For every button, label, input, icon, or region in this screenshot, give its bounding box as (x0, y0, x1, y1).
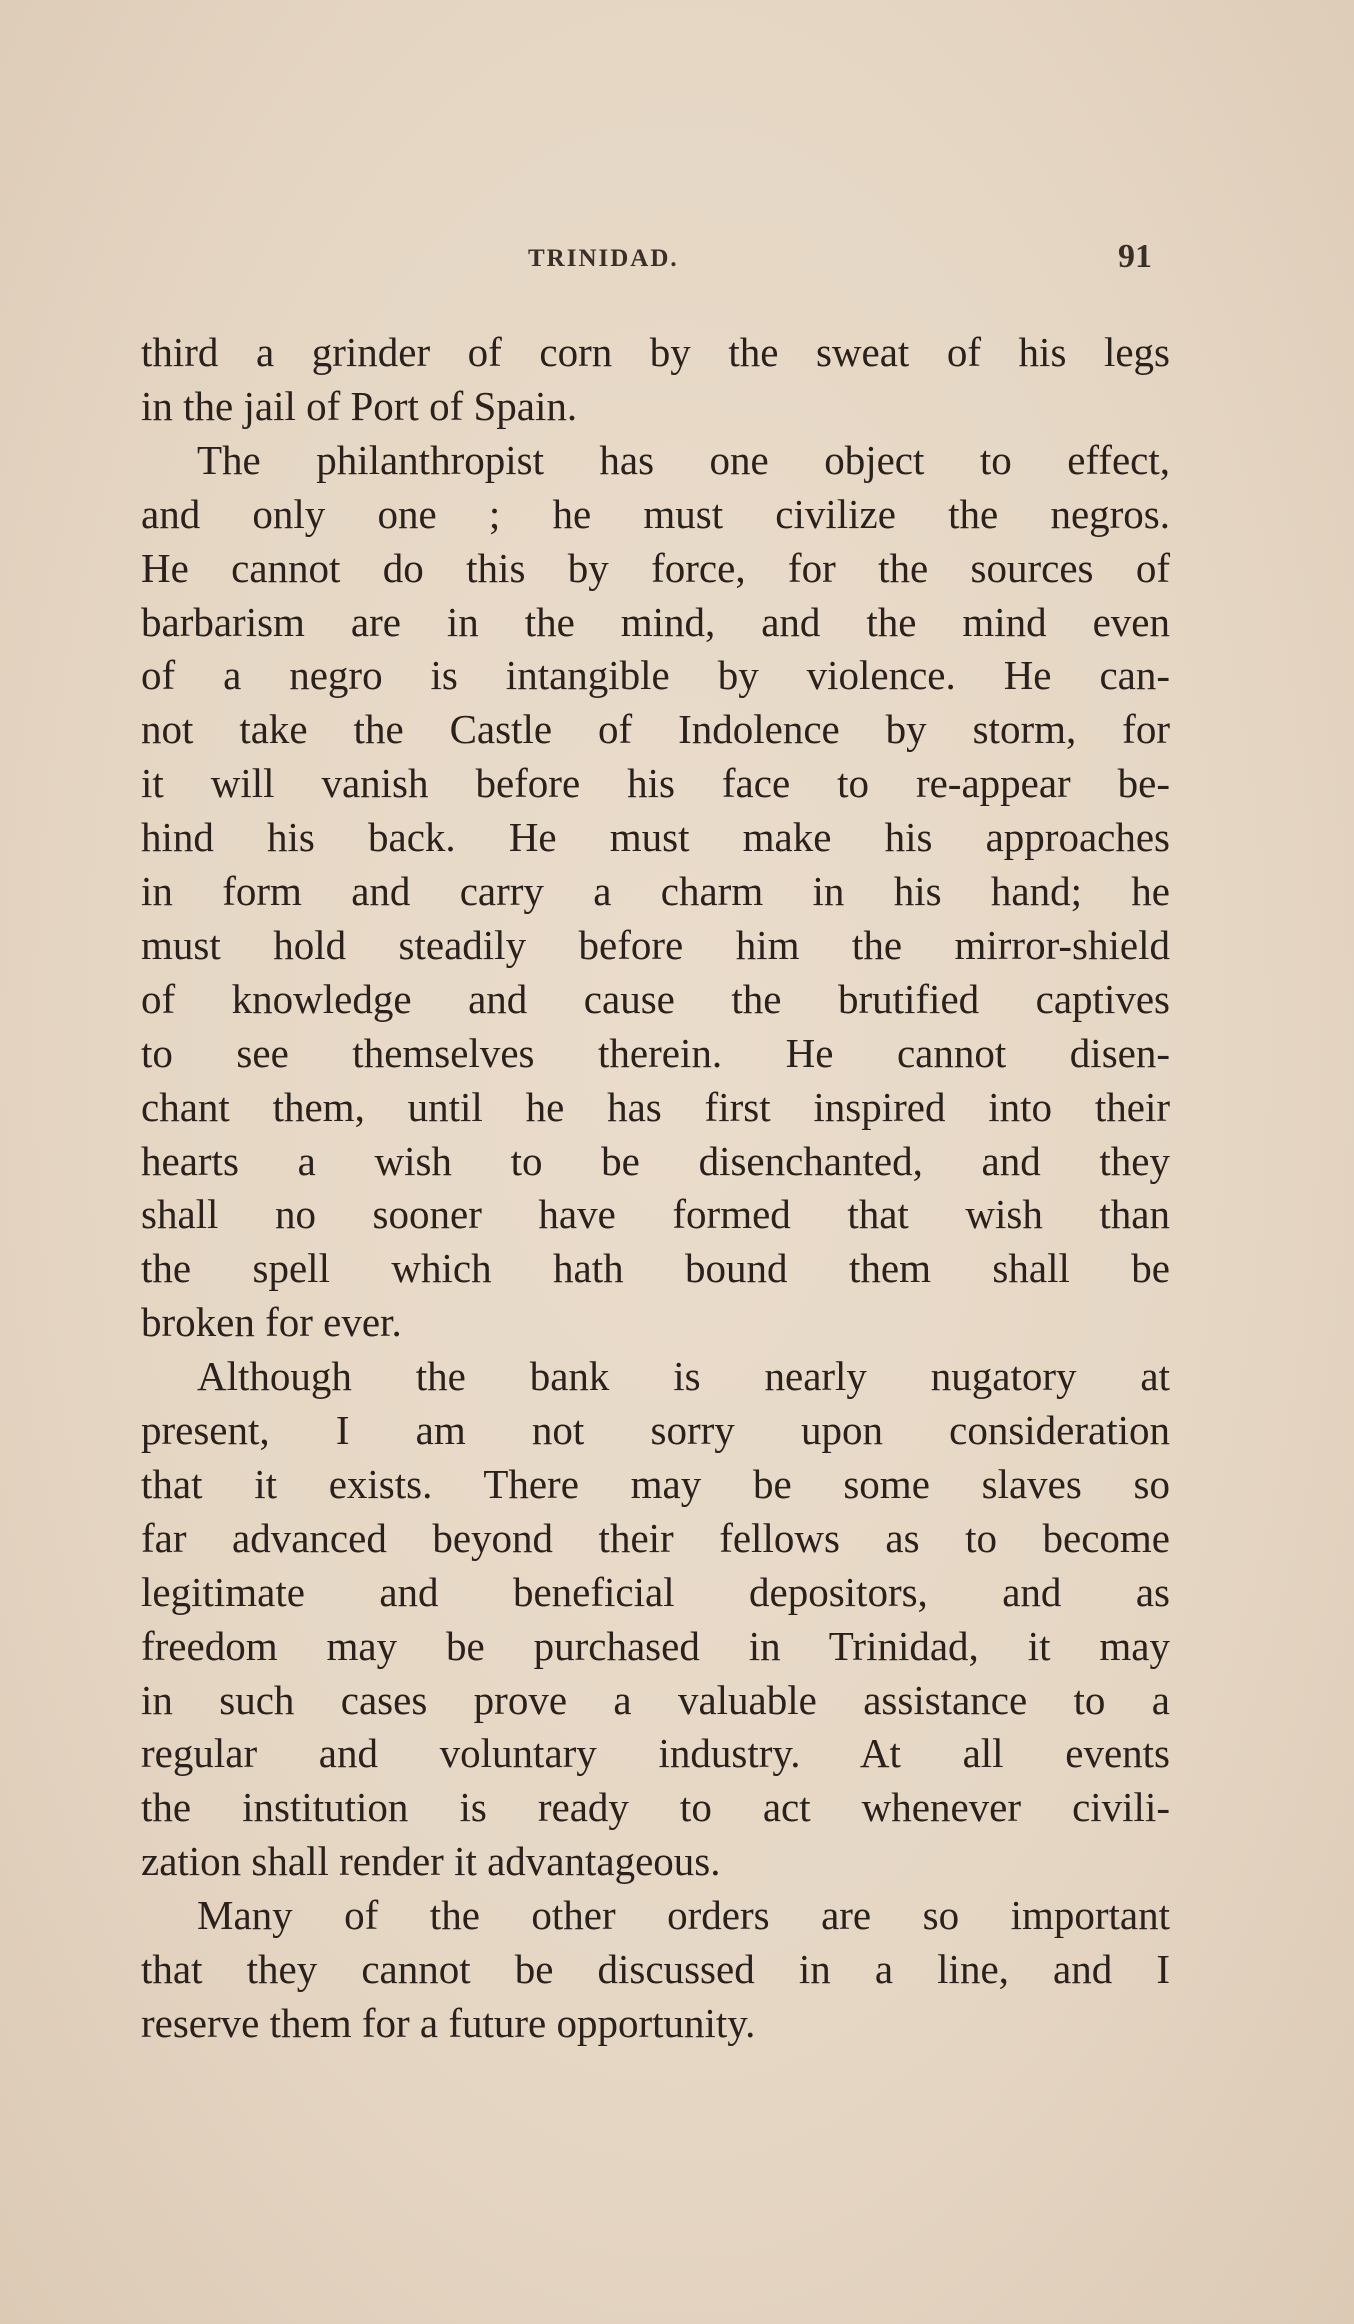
text-line: that they cannot be discussed in a line, and I (141, 1946, 1170, 1992)
text-line: broken for ever. (141, 1299, 402, 1346)
text-line: not take the Castle of Indolence by storm, for (141, 706, 1170, 753)
text-line: the institution is ready to act whenever civili- (141, 1784, 1170, 1831)
text-line: The philanthropist has one object to effect, (197, 436, 1170, 483)
text-line: reserve them for a future opportunity. (141, 1999, 756, 2046)
text-line: in such cases prove a valuable assistance to a (141, 1676, 1170, 1723)
text-line: it will vanish before his face to re-appear be- (141, 760, 1170, 807)
text-line: that it exists. There may be some slaves so (141, 1460, 1170, 1507)
text-line: the spell which hath bound them shall be (141, 1245, 1170, 1292)
text-line: regular and voluntary industry. At all events (141, 1730, 1170, 1777)
text-line: present, I am not sorry upon consideration (141, 1407, 1170, 1453)
text-line: legitimate and beneficial depositors, and as (141, 1568, 1170, 1615)
text-line: chant them, until he has first inspired into their (141, 1083, 1170, 1130)
text-line: to see themselves therein. He cannot disen- (141, 1029, 1170, 1076)
text-line: Although the bank is nearly nugatory at (197, 1353, 1170, 1400)
text-line: hearts a wish to be disenchanted, and they (141, 1137, 1170, 1184)
text-line: barbarism are in the mind, and the mind even (141, 598, 1170, 645)
text-line: in the jail of Port of Spain. (141, 382, 578, 429)
page-number: 91 (1118, 238, 1152, 275)
text-line: must hold steadily before him the mirror-shield (141, 921, 1170, 968)
text-line: zation shall render it advantageous. (141, 1838, 721, 1885)
text-line: and only one ; he must civilize the negros. (141, 490, 1170, 537)
text-line: He cannot do this by force, for the sources of (141, 544, 1170, 591)
text-line: shall no sooner have formed that wish than (141, 1191, 1170, 1238)
text-line: freedom may be purchased in Trinidad, it may (141, 1622, 1170, 1669)
text-line: of knowledge and cause the brutified captives (141, 975, 1170, 1022)
text-line: in form and carry a charm in his hand; he (141, 868, 1170, 914)
running-title: TRINIDAD. (528, 245, 679, 272)
text-line: of a negro is intangible by violence. He can- (141, 652, 1170, 699)
text-line: far advanced beyond their fellows as to become (141, 1514, 1170, 1561)
text-line: third a grinder of corn by the sweat of his legs (141, 329, 1170, 375)
text-line: hind his back. He must make his approaches (141, 814, 1170, 861)
text-line: Many of the other orders are so important (197, 1892, 1170, 1939)
